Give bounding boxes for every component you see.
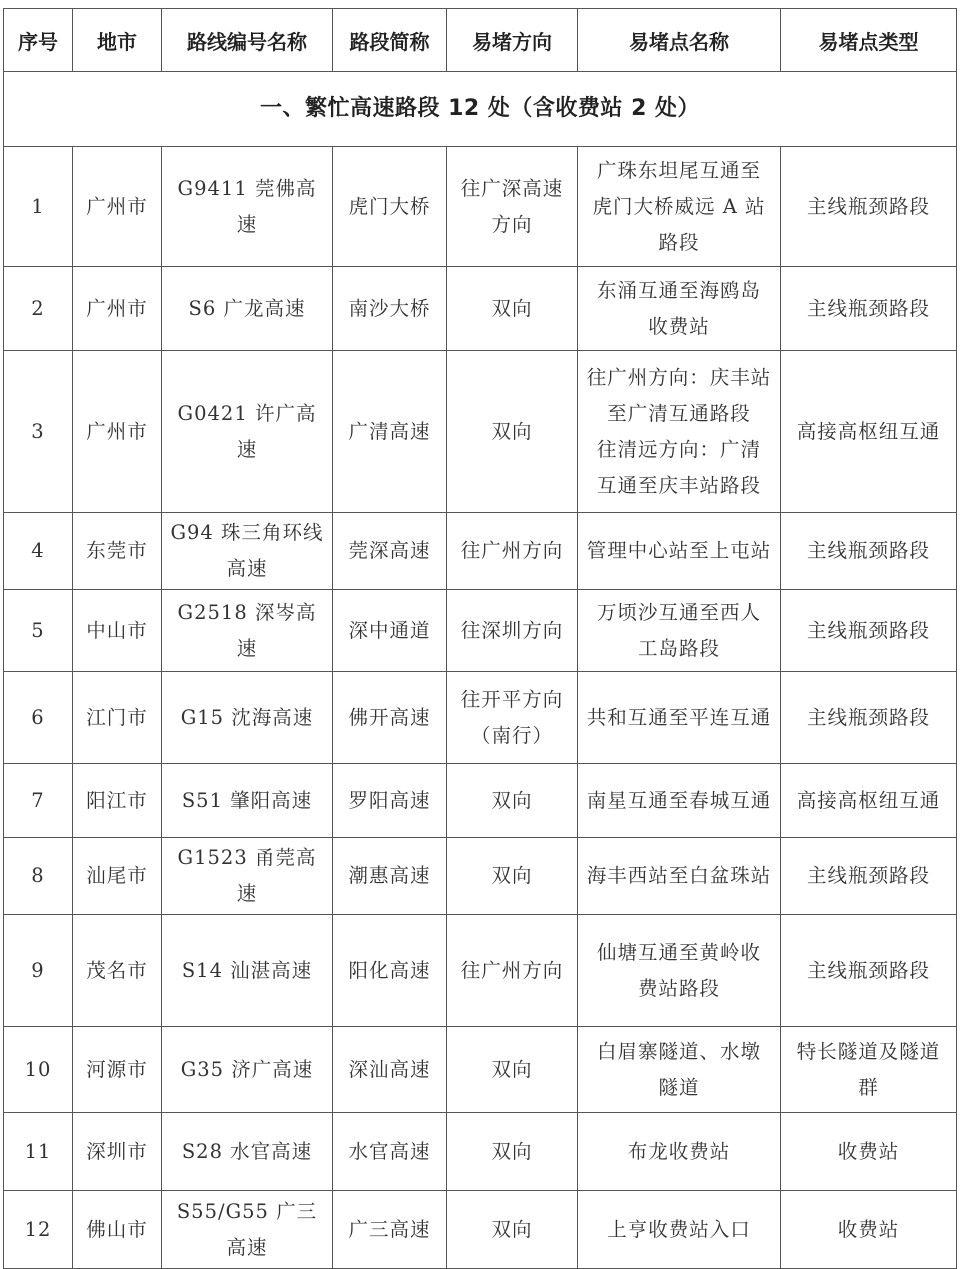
cell-point xyxy=(578,351,781,513)
cell-segment: 罗阳高速 xyxy=(333,764,447,838)
cell-type xyxy=(781,1191,957,1269)
table-row xyxy=(4,267,957,351)
cell-segment: 南沙大桥 xyxy=(333,267,447,351)
cell-type xyxy=(781,267,957,351)
cell-point xyxy=(578,915,781,1027)
cell-direction-line: 双向 xyxy=(491,788,533,812)
table-body xyxy=(4,72,957,1269)
cell-route-line: S55/G55 广三高速 xyxy=(176,1199,318,1259)
cell-point-line: 共和互通至平连互通 xyxy=(586,705,772,729)
cell-direction xyxy=(447,590,578,672)
cell-type xyxy=(781,764,957,838)
cell-segment: 水官高速 xyxy=(333,1113,447,1191)
cell-no: 8 xyxy=(4,838,73,915)
header-row xyxy=(4,9,957,72)
cell-no: 5 xyxy=(4,590,73,672)
cell-point xyxy=(578,513,781,590)
cell-point-line: 布龙收费站 xyxy=(627,1139,731,1163)
table-row xyxy=(4,590,957,672)
cell-point-line: 往广州方向：庆丰站 xyxy=(586,365,772,389)
cell-point-line: 至广清互通路段 xyxy=(607,401,751,425)
cell-city: 汕尾市 xyxy=(73,838,162,915)
cell-type-line: 主线瓶颈路段 xyxy=(806,958,930,982)
cell-route xyxy=(162,590,333,672)
cell-type-line: 收费站 xyxy=(837,1217,900,1241)
cell-no: 12 xyxy=(4,1191,73,1269)
cell-direction xyxy=(447,764,578,838)
cell-type-line: 高接高枢纽互通 xyxy=(796,419,941,443)
cell-type xyxy=(781,838,957,915)
cell-point-line: 工岛路段 xyxy=(637,636,720,660)
cell-point xyxy=(578,1027,781,1113)
header-direction: 易堵方向 xyxy=(447,9,578,72)
cell-direction-line: 双向 xyxy=(491,296,533,320)
cell-direction xyxy=(447,351,578,513)
cell-point xyxy=(578,838,781,915)
cell-type-line: 主线瓶颈路段 xyxy=(806,194,930,218)
cell-city: 佛山市 xyxy=(73,1191,162,1269)
cell-type-line: 主线瓶颈路段 xyxy=(806,864,930,887)
cell-no: 2 xyxy=(4,267,73,351)
cell-type xyxy=(781,513,957,590)
cell-type xyxy=(781,1113,957,1191)
table-row xyxy=(4,513,957,590)
cell-direction xyxy=(447,672,578,764)
table-row xyxy=(4,1191,957,1269)
cell-no: 1 xyxy=(4,147,73,267)
cell-route-line: G94 珠三角环线 xyxy=(170,521,324,544)
cell-city: 河源市 xyxy=(73,1027,162,1113)
cell-direction-line: 往广州方向 xyxy=(460,539,564,562)
cell-route-line: G0421 许广高速 xyxy=(177,401,317,461)
cell-no: 3 xyxy=(4,351,73,513)
cell-direction-line: 双向 xyxy=(491,1217,533,1241)
congestion-points-table xyxy=(3,8,957,1269)
cell-route xyxy=(162,672,333,764)
table-row xyxy=(4,1027,957,1113)
cell-route xyxy=(162,147,333,267)
table-row xyxy=(4,672,957,764)
cell-direction xyxy=(447,1191,578,1269)
cell-direction-line: 往开平方向 xyxy=(460,687,564,711)
cell-point-line: 路段 xyxy=(658,230,700,254)
cell-segment: 深中通道 xyxy=(333,590,447,672)
cell-route-line: G35 济广高速 xyxy=(180,1057,314,1081)
cell-point xyxy=(578,672,781,764)
cell-direction-line: 双向 xyxy=(491,419,533,443)
cell-point xyxy=(578,267,781,351)
cell-route-line: G15 沈海高速 xyxy=(180,705,314,729)
cell-segment: 潮惠高速 xyxy=(333,838,447,915)
cell-route-line: G1523 甬莞高速 xyxy=(177,846,317,905)
cell-direction xyxy=(447,838,578,915)
cell-route xyxy=(162,267,333,351)
cell-no: 9 xyxy=(4,915,73,1027)
cell-point xyxy=(578,1113,781,1191)
cell-direction-line: 往广深高速 xyxy=(460,176,564,200)
cell-direction xyxy=(447,1027,578,1113)
cell-segment: 广三高速 xyxy=(333,1191,447,1269)
cell-type xyxy=(781,147,957,267)
cell-point-line: 白眉寨隧道、水墩 xyxy=(596,1039,761,1063)
cell-type-line: 主线瓶颈路段 xyxy=(806,705,930,729)
cell-segment: 虎门大桥 xyxy=(333,147,447,267)
cell-city: 阳江市 xyxy=(73,764,162,838)
cell-route xyxy=(162,513,333,590)
cell-point-line: 海丰西站至白盆珠站 xyxy=(586,864,772,887)
cell-route-line: S14 汕湛高速 xyxy=(181,958,313,982)
cell-route xyxy=(162,351,333,513)
cell-point-line: 费站路段 xyxy=(637,976,720,1000)
cell-point-line: 仙塘互通至黄岭收 xyxy=(596,940,761,964)
table-row xyxy=(4,915,957,1027)
cell-segment: 阳化高速 xyxy=(333,915,447,1027)
cell-direction-line: （南行） xyxy=(470,723,553,747)
cell-segment: 莞深高速 xyxy=(333,513,447,590)
cell-route xyxy=(162,1113,333,1191)
cell-city: 中山市 xyxy=(73,590,162,672)
cell-direction-line: 双向 xyxy=(491,1139,533,1163)
cell-direction xyxy=(447,1113,578,1191)
table-row xyxy=(4,351,957,513)
cell-point xyxy=(578,147,781,267)
header-type: 易堵点类型 xyxy=(781,9,957,72)
cell-direction xyxy=(447,915,578,1027)
cell-point xyxy=(578,1191,781,1269)
table-row xyxy=(4,1113,957,1191)
cell-type xyxy=(781,915,957,1027)
cell-type-line: 主线瓶颈路段 xyxy=(806,618,930,642)
cell-city: 江门市 xyxy=(73,672,162,764)
cell-city: 广州市 xyxy=(73,267,162,351)
cell-direction-line: 往深圳方向 xyxy=(460,618,564,642)
cell-point-line: 往清远方向：广清 xyxy=(596,437,761,461)
cell-type-line: 高接高枢纽互通 xyxy=(796,788,941,812)
cell-segment: 佛开高速 xyxy=(333,672,447,764)
table-wrapper xyxy=(3,8,957,1269)
cell-route-line: G9411 莞佛高速 xyxy=(177,176,317,236)
cell-no: 7 xyxy=(4,764,73,838)
header-route: 路线编号名称 xyxy=(162,9,333,72)
cell-route xyxy=(162,915,333,1027)
cell-point-line: 收费站 xyxy=(648,314,710,338)
cell-no: 11 xyxy=(4,1113,73,1191)
header-no: 序号 xyxy=(4,9,73,72)
cell-segment: 广清高速 xyxy=(333,351,447,513)
cell-direction-line: 双向 xyxy=(491,1057,533,1081)
cell-city: 东莞市 xyxy=(73,513,162,590)
cell-no: 10 xyxy=(4,1027,73,1113)
cell-point xyxy=(578,590,781,672)
cell-direction xyxy=(447,513,578,590)
cell-type xyxy=(781,1027,957,1113)
cell-route-line: S6 广龙高速 xyxy=(188,296,306,320)
cell-type xyxy=(781,590,957,672)
cell-direction-line: 往广州方向 xyxy=(460,958,564,982)
cell-type xyxy=(781,672,957,764)
cell-point xyxy=(578,764,781,838)
cell-type-line: 主线瓶颈路段 xyxy=(806,539,930,562)
header-point: 易堵点名称 xyxy=(578,9,781,72)
cell-route xyxy=(162,838,333,915)
table-row xyxy=(4,838,957,915)
cell-point-line: 南星互通至春城互通 xyxy=(586,788,772,812)
table-row xyxy=(4,764,957,838)
header-city: 地市 xyxy=(73,9,162,72)
cell-route-line: S28 水官高速 xyxy=(181,1139,313,1163)
cell-point-line: 隧道 xyxy=(658,1075,700,1099)
cell-point-line: 管理中心站至上屯站 xyxy=(586,539,772,562)
cell-no: 4 xyxy=(4,513,73,590)
cell-type-line: 收费站 xyxy=(837,1139,900,1163)
section-row xyxy=(4,72,957,147)
cell-type-line: 主线瓶颈路段 xyxy=(806,296,930,320)
cell-route-line: G2518 深岑高速 xyxy=(177,600,317,660)
cell-direction xyxy=(447,147,578,267)
cell-direction xyxy=(447,267,578,351)
cell-point-line: 互通至庆丰站路段 xyxy=(596,473,761,497)
cell-route-line: 高速 xyxy=(226,557,268,580)
cell-direction-line: 方向 xyxy=(491,212,533,236)
cell-point-line: 万顷沙互通至西人 xyxy=(596,600,761,624)
cell-city: 深圳市 xyxy=(73,1113,162,1191)
cell-type xyxy=(781,351,957,513)
table-row xyxy=(4,147,957,267)
section-title: 一、繁忙高速路段 12 处（含收费站 2 处） xyxy=(4,72,957,147)
cell-city: 广州市 xyxy=(73,147,162,267)
cell-type-line: 特长隧道及隧道 xyxy=(796,1039,941,1063)
cell-route-line: S51 肇阳高速 xyxy=(181,788,313,812)
cell-route xyxy=(162,1027,333,1113)
cell-point-line: 上亨收费站入口 xyxy=(607,1217,751,1241)
cell-point-line: 广珠东坦尾互通至 xyxy=(596,158,761,182)
cell-route xyxy=(162,764,333,838)
cell-city: 广州市 xyxy=(73,351,162,513)
cell-direction-line: 双向 xyxy=(491,864,533,887)
cell-point-line: 虎门大桥威远 A 站 xyxy=(592,194,766,218)
cell-segment: 深汕高速 xyxy=(333,1027,447,1113)
cell-type-line: 群 xyxy=(858,1075,879,1099)
cell-point-line: 东涌互通至海鸥岛 xyxy=(596,278,761,302)
cell-no: 6 xyxy=(4,672,73,764)
header-segment: 路段简称 xyxy=(333,9,447,72)
cell-city: 茂名市 xyxy=(73,915,162,1027)
cell-route xyxy=(162,1191,333,1269)
